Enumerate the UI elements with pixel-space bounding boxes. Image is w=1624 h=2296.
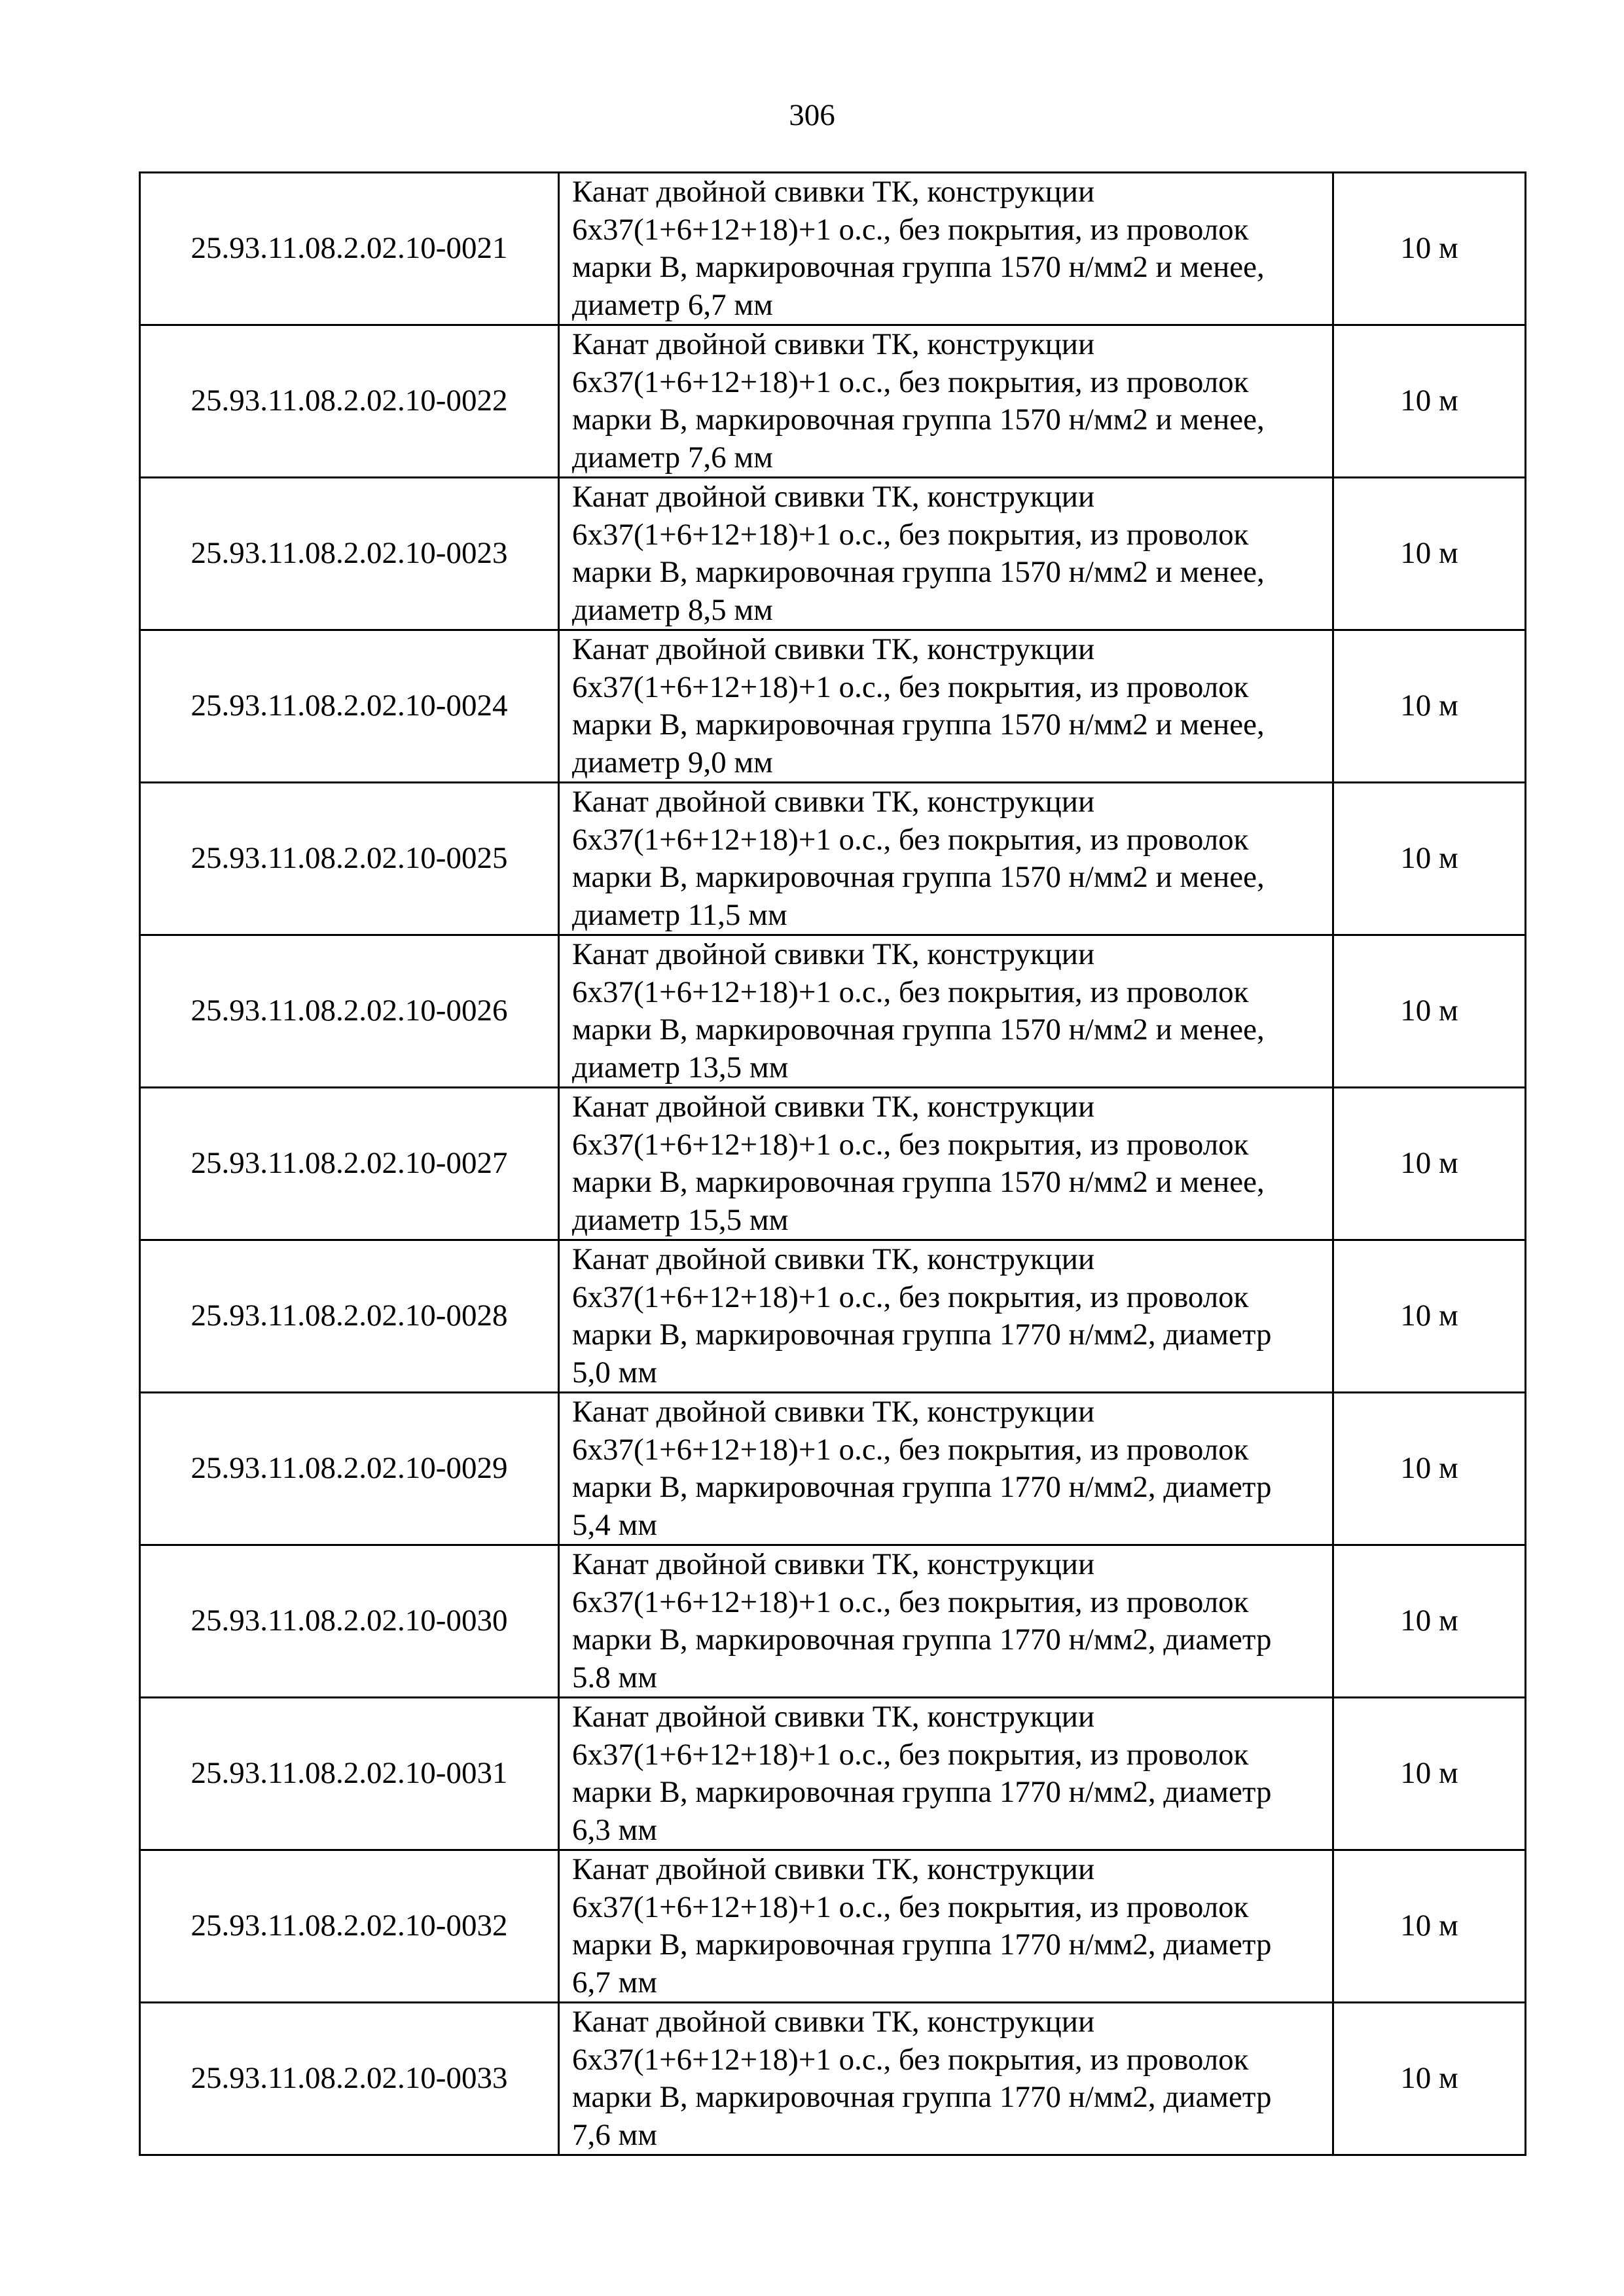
description-line: диаметр 6,7 мм [572, 287, 773, 322]
unit-cell: 10 м [1333, 1698, 1526, 1850]
unit-cell: 10 м [1333, 1850, 1526, 2003]
description-line: Канат двойной свивки ТК, конструкции [572, 175, 1095, 209]
resource-code-cell: 25.93.11.08.2.02.10-0025 [140, 783, 559, 935]
table-row [140, 325, 1526, 478]
table-row [140, 1545, 1526, 1698]
description-line: 6х37(1+6+12+18)+1 о.с., без покрытия, из проволок [572, 1737, 1249, 1772]
description-line: марки В, маркировочная группа 1570 н/мм2 и менее, [572, 1165, 1265, 1199]
unit-cell: 10 м [1333, 2003, 1526, 2155]
description-line: 6х37(1+6+12+18)+1 о.с., без покрытия, из проволок [572, 1585, 1249, 1619]
resource-code-cell: 25.93.11.08.2.02.10-0033 [140, 2003, 559, 2155]
table-row [140, 173, 1526, 325]
table-row [140, 1698, 1526, 1850]
description-line: 6х37(1+6+12+18)+1 о.с., без покрытия, из проволок [572, 517, 1249, 552]
description-line: марки В, маркировочная группа 1570 н/мм2 и менее, [572, 403, 1265, 437]
description-line: Канат двойной свивки ТК, конструкции [572, 2005, 1095, 2039]
description-line: Канат двойной свивки ТК, конструкции [572, 937, 1095, 971]
description-line: 6х37(1+6+12+18)+1 о.с., без покрытия, из проволок [572, 212, 1249, 247]
description-line: 6х37(1+6+12+18)+1 о.с., без покрытия, из проволок [572, 1890, 1249, 1924]
resource-description-cell [559, 1698, 1333, 1850]
description-line: Канат двойной свивки ТК, конструкции [572, 1700, 1095, 1734]
resource-code-cell: 25.93.11.08.2.02.10-0031 [140, 1698, 559, 1850]
table-row [140, 478, 1526, 630]
description-line: марки В, маркировочная группа 1570 н/мм2 и менее, [572, 555, 1265, 589]
resource-code-cell: 25.93.11.08.2.02.10-0030 [140, 1545, 559, 1698]
description-line: марки В, маркировочная группа 1770 н/мм2, диаметр [572, 1775, 1272, 1809]
description-line: 6х37(1+6+12+18)+1 о.с., без покрытия, из проволок [572, 2042, 1249, 2077]
resource-description-cell [559, 1240, 1333, 1393]
description-line: марки В, маркировочная группа 1770 н/мм2, диаметр [572, 1318, 1272, 1352]
resource-code-cell: 25.93.11.08.2.02.10-0022 [140, 325, 559, 478]
resource-description-cell [559, 325, 1333, 478]
description-line: марки В, маркировочная группа 1770 н/мм2, диаметр [572, 2080, 1272, 2114]
description-line: Канат двойной свивки ТК, конструкции [572, 480, 1095, 514]
resource-description-cell [559, 1088, 1333, 1240]
description-line: 5.8 мм [572, 1660, 657, 1695]
resource-description-cell [559, 478, 1333, 630]
description-line: диаметр 15,5 мм [572, 1202, 789, 1237]
unit-cell: 10 м [1333, 1393, 1526, 1545]
description-line: диаметр 13,5 мм [572, 1050, 789, 1085]
table-row [140, 935, 1526, 1088]
description-line: 6,3 мм [572, 1812, 657, 1847]
unit-cell: 10 м [1333, 630, 1526, 783]
description-line: 6,7 мм [572, 1965, 657, 2000]
unit-cell: 10 м [1333, 325, 1526, 478]
resource-description-cell [559, 1545, 1333, 1698]
description-line: диаметр 8,5 мм [572, 592, 773, 627]
resource-description-cell [559, 935, 1333, 1088]
resource-code-cell: 25.93.11.08.2.02.10-0029 [140, 1393, 559, 1545]
table-row [140, 783, 1526, 935]
page-number: 306 [789, 98, 835, 132]
description-line: Канат двойной свивки ТК, конструкции [572, 1547, 1095, 1581]
unit-cell: 10 м [1333, 783, 1526, 935]
description-line: 6х37(1+6+12+18)+1 о.с., без покрытия, из проволок [572, 1432, 1249, 1467]
description-line: марки В, маркировочная группа 1770 н/мм2, диаметр [572, 1623, 1272, 1657]
description-line: 6х37(1+6+12+18)+1 о.с., без покрытия, из проволок [572, 670, 1249, 704]
unit-cell: 10 м [1333, 1545, 1526, 1698]
resource-description-cell [559, 783, 1333, 935]
description-line: диаметр 11,5 мм [572, 897, 787, 932]
description-line: марки В, маркировочная группа 1570 н/мм2 и менее, [572, 708, 1265, 742]
resource-description-cell [559, 630, 1333, 783]
unit-cell: 10 м [1333, 935, 1526, 1088]
resource-code-cell: 25.93.11.08.2.02.10-0026 [140, 935, 559, 1088]
description-line: 6х37(1+6+12+18)+1 о.с., без покрытия, из проволок [572, 975, 1249, 1009]
description-line: Канат двойной свивки ТК, конструкции [572, 785, 1095, 819]
resource-description-cell [559, 2003, 1333, 2155]
table-row [140, 1088, 1526, 1240]
description-line: 5,0 мм [572, 1355, 657, 1390]
table-row [140, 1393, 1526, 1545]
resource-code-cell: 25.93.11.08.2.02.10-0023 [140, 478, 559, 630]
resource-code-cell: 25.93.11.08.2.02.10-0027 [140, 1088, 559, 1240]
description-line: Канат двойной свивки ТК, конструкции [572, 1242, 1095, 1276]
unit-cell: 10 м [1333, 478, 1526, 630]
resource-code-cell: 25.93.11.08.2.02.10-0032 [140, 1850, 559, 2003]
resource-code-cell: 25.93.11.08.2.02.10-0028 [140, 1240, 559, 1393]
table-row [140, 1850, 1526, 2003]
description-line: диаметр 9,0 мм [572, 745, 773, 780]
table-row [140, 630, 1526, 783]
resource-code-cell: 25.93.11.08.2.02.10-0021 [140, 173, 559, 325]
resource-table [139, 171, 1526, 2156]
description-line: Канат двойной свивки ТК, конструкции [572, 632, 1095, 666]
unit-cell: 10 м [1333, 1240, 1526, 1393]
table-row [140, 2003, 1526, 2155]
description-line: марки В, маркировочная группа 1570 н/мм2 и менее, [572, 250, 1265, 284]
description-line: 6х37(1+6+12+18)+1 о.с., без покрытия, из проволок [572, 822, 1249, 857]
unit-cell: 10 м [1333, 173, 1526, 325]
resource-description-cell [559, 1850, 1333, 2003]
description-line: марки В, маркировочная группа 1570 н/мм2 и менее, [572, 860, 1265, 894]
resource-code-cell: 25.93.11.08.2.02.10-0024 [140, 630, 559, 783]
description-line: 7,6 мм [572, 2117, 657, 2152]
description-line: Канат двойной свивки ТК, конструкции [572, 1852, 1095, 1886]
description-line: марки В, маркировочная группа 1770 н/мм2, диаметр [572, 1470, 1272, 1504]
resource-description-cell [559, 173, 1333, 325]
table-row [140, 1240, 1526, 1393]
description-line: 6х37(1+6+12+18)+1 о.с., без покрытия, из проволок [572, 1127, 1249, 1162]
table-body [140, 173, 1526, 2155]
description-line: Канат двойной свивки ТК, конструкции [572, 1395, 1095, 1429]
description-line: 6х37(1+6+12+18)+1 о.с., без покрытия, из проволок [572, 365, 1249, 399]
description-line: диаметр 7,6 мм [572, 440, 773, 475]
description-line: 6х37(1+6+12+18)+1 о.с., без покрытия, из проволок [572, 1280, 1249, 1314]
description-line: марки В, маркировочная группа 1770 н/мм2, диаметр [572, 1928, 1272, 1962]
description-line: Канат двойной свивки ТК, конструкции [572, 1090, 1095, 1124]
description-line: 5,4 мм [572, 1507, 657, 1542]
resource-description-cell [559, 1393, 1333, 1545]
description-line: марки В, маркировочная группа 1570 н/мм2 и менее, [572, 1013, 1265, 1047]
unit-cell: 10 м [1333, 1088, 1526, 1240]
description-line: Канат двойной свивки ТК, конструкции [572, 327, 1095, 361]
